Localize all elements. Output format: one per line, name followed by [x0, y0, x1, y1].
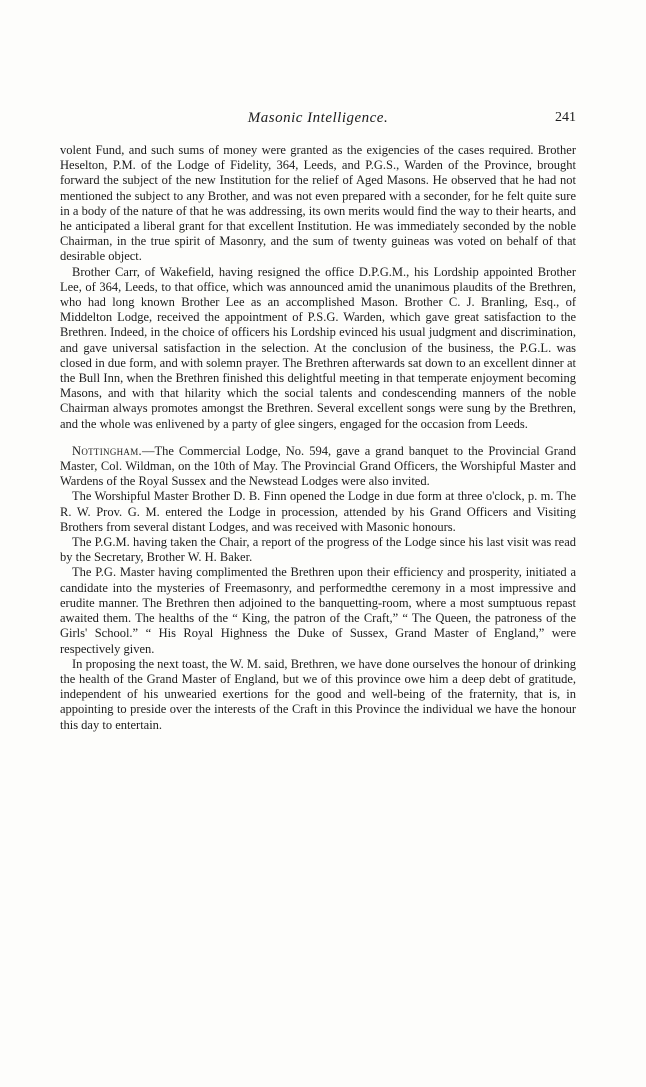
running-head — [60, 110, 576, 130]
paragraph-carr-appointment: Brother Carr, of Wakefield, having resigned the office D.P.G.M., his Lordship appointed Brother Lee, of 364, Leeds, to that office, which was announced amid the unanimous plaudits of the Brethren, who had long known Brother Lee as an accomplished Mason. Brother C. J. Branling, Esq., of Middelton Lodge, received the appointment of P.S.G. Warden, which gave great satisfaction to the Brethren. Indeed, in the choice of officers his Lordship evinced his usual judgment and discrimination, and gave universal satisfaction in the selection. At the conclusion of the business, the P.G.L. was closed in due form, and with solemn prayer. The Brethren afterwards sat down to an excellent dinner at the Bull Inn, when the Brethren finished this delightful meeting in that temperate enjoyment becoming Masons, and with that hilarity which the social talents and condescending manners of the noble Chairman always promotes amongst the Brethren. Several excellent songs were sung by the Brethren, and the whole was enlivened by a party of glee singers, engaged for the occasion from Leeds. — [60, 264, 576, 431]
paragraph-lodge-opened: The Worshipful Master Brother D. B. Finn opened the Lodge in due form at three o'clock, p. m. The R. W. Prov. G. M. entered the Lodge in procession, attended by his Grand Officers and Visiting Brothers from several distant Lodges, and was received with Masonic honours. — [60, 489, 576, 534]
paragraph-banquet: The P.G. Master having complimented the Brethren upon their efficiency and prosperity, initiated a candidate into the mysteries of Freemasonry, and performedthe ceremony in a most impressive and erudite manner. The Brethren then adjoined to the banquetting-room, where a most sumptuous repast awaited them. The healths of the “ King, the patron of the Craft,” “ The Queen, the patroness of the Girls' School.” “ His Royal Highness the Duke of Sussex, Grand Master of England,” were respectively given. — [60, 565, 576, 656]
paragraph-next-toast: In proposing the next toast, the W. M. said, Brethren, we have done ourselves the honour of drinking the health of the Grand Master of England, but we of this province owe him a deep debt of gratitude, independent of his unwearied exertions for the good and well-being of the fraternity, that is, in appointing to preside over the interests of the Craft in this Province the individual we have the honour this day to entertain. — [60, 656, 576, 732]
page-number: 241 — [555, 110, 576, 125]
paragraph-pgm-chair: The P.G.M. having taken the Chair, a report of the progress of the Lodge since his last visit was read by the Secretary, Brother W. H. Baker. — [60, 535, 576, 565]
running-title: Masonic Intelligence. — [247, 110, 389, 126]
section-lead-nottingham: Nottingham. — [72, 443, 142, 458]
paragraph-continuation: volent Fund, and such sums of money were granted as the exigencies of the cases required. Brother Heselton, P.M. of the Lodge of Fidelity, 364, Leeds, and P.G.S., Warden of the Province, brought forward the subject of the new Institution for the relief of Aged Masons. He observed that he had not mentioned the subject to any Brother, and was not even prepared with a seconder, for he felt quite sure in a body of the nature of that he was addressing, its own merits would find the way to their hearts, and he anticipated a liberal grant for that excellent Institution. He was immediately seconded by the noble Chairman, in the true spirit of Masonry, and the sum of twenty guineas was voted on behalf of that desirable object. — [60, 143, 576, 264]
paragraph-nottingham-text: —The Commercial Lodge, No. 594, gave a grand banquet to the Provincial Grand Master, Col. Wildman, on the 10th of May. The Provincial Grand Officers, the Worshipful Master and Wardens of the Royal Sussex and the Newstead Lodges were also invited. — [60, 443, 576, 489]
body-text — [60, 143, 576, 733]
paragraph-nottingham — [60, 444, 576, 490]
